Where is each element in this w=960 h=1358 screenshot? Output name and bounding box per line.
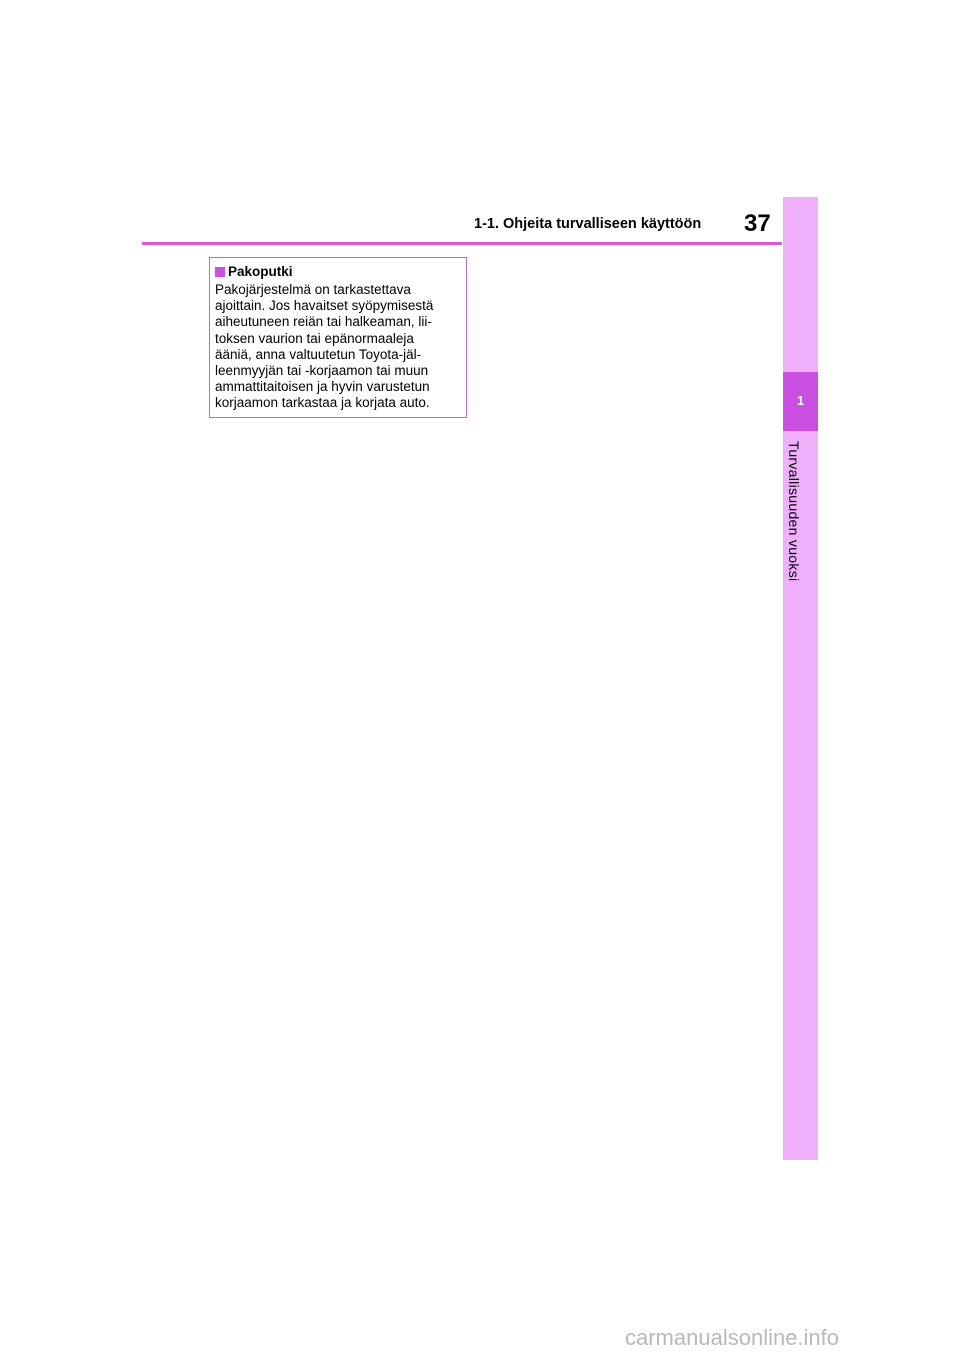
page-number: 37 (744, 210, 771, 237)
watermark[interactable]: carmanualsonline.info (625, 1325, 840, 1350)
header-title: 1-1. Ohjeita turvalliseen käyttöön (474, 216, 702, 232)
note-line: korjaamon tarkastaa ja korjata auto. (215, 395, 430, 411)
note-heading (215, 264, 460, 280)
side-tab (783, 197, 818, 1160)
header-rule (142, 242, 782, 245)
note-line: ammattitaitoisen ja hyvin varustetun (215, 379, 430, 395)
note-line: ääniä, anna valtuutetun Toyota-jäl- (215, 346, 422, 362)
note-line: leenmyyjän tai -korjaamon tai muun (215, 363, 429, 379)
note-line: Pakojärjestelmä on tarkastettava (215, 282, 411, 297)
chapter-number: 1 (796, 393, 805, 408)
chapter-title: Turvallisuuden vuoksi (786, 441, 802, 582)
note-heading-text: Pakoputki (228, 264, 293, 279)
note-line: ajoittain. Jos havaitset syöpymisestä (215, 298, 434, 314)
note-line: aiheutuneen reiän tai halkeaman, lii- (215, 314, 432, 330)
square-icon (215, 267, 225, 277)
note-box (209, 257, 467, 418)
note-line: toksen vaurion tai epänormaaleja (215, 330, 414, 346)
